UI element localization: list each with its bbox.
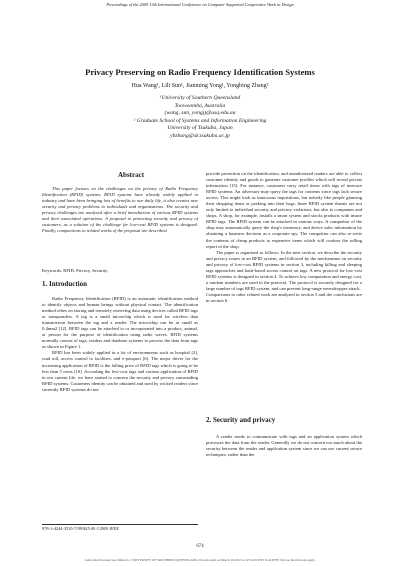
introduction-body <box>42 296 198 393</box>
introduction-heading: 1. Introduction <box>42 280 87 288</box>
section-heading: 2. Security and privacy <box>206 416 276 424</box>
paragraph: Radio Frequency Identification (RFID) is an automatic identification method to identify objects and human beings without physical contact. The identification method relies on storing and remotely retrieving data using devices called RFID tags or transponders. A tag is a small microchip which is used for wireless data transmission between the tag and a reader. The microchip can be as small as 0.4mm2 [12]. RFID tags can be attached to or incorporated into a product, animal, or person for the purpose of identification using radio waves. RFID systems normally consist of tags, readers and database systems to process the data from tags as shown in Figure 1. <box>42 296 198 350</box>
affiliation-line: ¹University of Southern Queensland <box>159 95 241 101</box>
paragraph: The paper is organized as follows. In the next section, we describe the security and privacy issues in an RFID system, and followed by the mechanisms on security and privacy of low-cost RFID systems in section 3, including killing and sleeping tags approaches and hash-based access control on tags. A new protocol for low-cost RFID systems is designed in section 4. To achieve low computation and energy cost, a random numbers are used in the protocol. The protocol is securely designed for a large number of tags RFID system, and can prevent long-range eavesdropper attack. <box>206 249 362 291</box>
paragraph: RFID has been widely applied in a lot of environments such as hospital [2], road toll, access control to facilities, and e-passport [6]. The major driver for the increasing application of RFID is the falling price of RFID tags which is going to be less than 5 cents [10]. According the low-cost tags and various application of RFID in our current life, we have started to concern the security and privacy surrounding RFID systems. Customers identity can be obtained and used by wicked readers since currently RFID systems do not <box>42 350 198 392</box>
page-number: 674 <box>196 544 204 549</box>
affiliation-line: University of Tsukuba, Japan <box>167 125 233 131</box>
section-body: A reader needs to communicate with tags and an application system which processes the data from the reader. Generally we do not concern too much about the security between the reader and application system since we can use current secure techniques, rather than the <box>206 434 362 458</box>
abstract-text: This paper focuses on the challenges on the privacy of Radio Frequency Identification (RFID) systems. RFID systems have already widely applied in industry and have been bringing lots of benefits to our daily life, it also creates new security and privacy problems to individuals and organizations. The security and privacy challenges are analysed after a brief introduction of various RFID systems and their associated operations. A proposal to protecting security and privacy of customers, as a solution of the challenge for low-cost RFID systems is designed. Finally, comparisons to related works of the proposal are described. <box>42 186 198 234</box>
affiliation-email: (wang, sun, yongj)@usq.edu.au <box>164 110 236 116</box>
proceedings-header: Proceedings of the 2009 13th International Conference on Computer Supported Cooperative Work in Design <box>106 2 294 7</box>
paragraph: Comparisons to other related work are analyzed in section 5 and the conclusions are in section 6. <box>206 291 362 303</box>
copyright-footnote: 978-1-4244-3535-7/09/$25.00 ©2009 IEEE <box>42 526 120 531</box>
paper-title: Privacy Preserving on Radio Frequency Identification Systems <box>85 67 315 77</box>
affiliation-email: ybzhang@sk.tsukuba.ac.jp <box>170 132 230 139</box>
authorized-use-notice: Authorized licensed use limited to: UNIVERSITY OF SOUTHERN QUEENSLAND. Downloaded on March 19,2010 at 22:54:29 EDT from IEEE Xplore. Restrictions apply. <box>84 558 316 562</box>
right-column-body <box>206 171 362 304</box>
abstract-heading: Abstract <box>118 171 145 179</box>
paragraph: provide protection on the identification, and unauthorized readers are able to collect customer identity and goods to generate customer profiles which will reveal private information [15]. For instance, customers carry retail items with tags of insecure RFID systems. An adversary may query the tags for contents since tags lack secure access. This might look as innocuous inquisitions, but nobody like people glancing their shopping items or peeking into their bags. Inure RFID system threats are not only limited to individual security and privacy violations, but also to companies and shops. A shop, for example, installs a smart system and stocks products with insure RFID tags. The RFID system can be attacked in various ways. A competitor of the shop may automatically query the shop's inventory, and derive sales information by obtaining a business decision as a corporate spy. The competitor can also re-write the contents of cheap products to expensive items which will confuse the selling report of the shop. <box>206 171 362 249</box>
author-list: Hua Wang¹, Lili Sun¹, Jianming Yong¹, Yongbing Zhang² <box>131 83 269 89</box>
footnote-rule <box>42 524 198 525</box>
keywords: Keywords: RFID, Privacy, Security. <box>42 268 109 273</box>
affiliation-line: ² Graduate School of Systems and Information Engineering <box>133 117 267 124</box>
affiliation-line: Toowoomba, Australia <box>174 102 226 109</box>
